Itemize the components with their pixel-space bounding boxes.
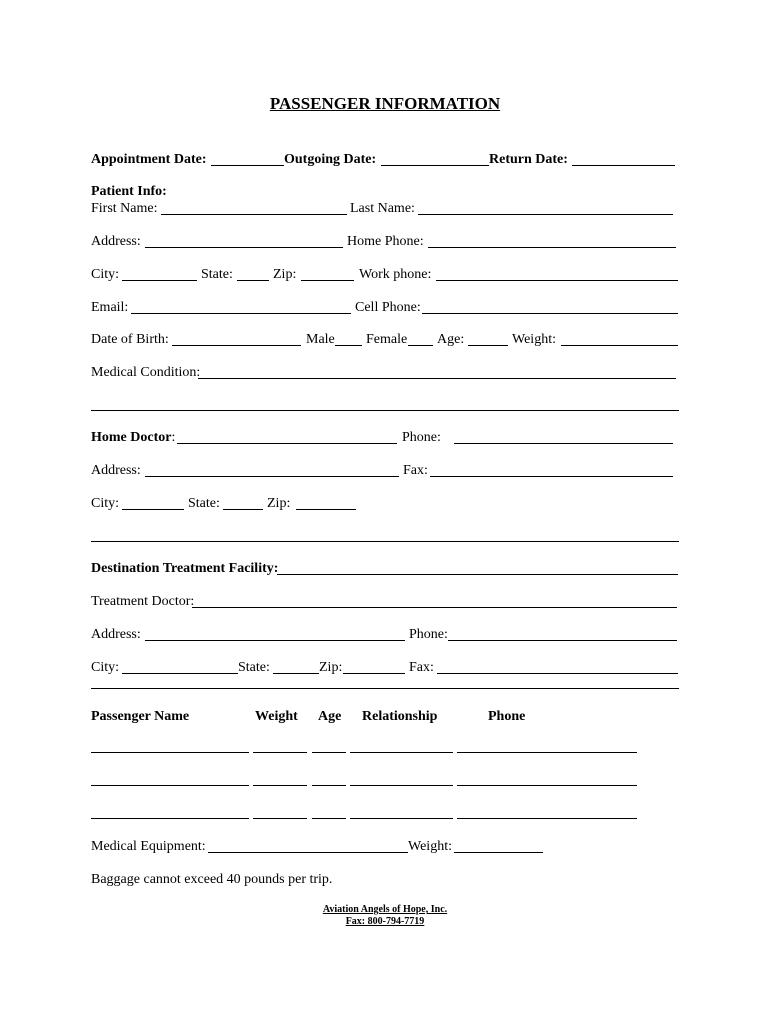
passenger-name-field[interactable]: [91, 738, 249, 753]
weight-label: Weight:: [512, 332, 556, 347]
destination-fax-field[interactable]: [437, 659, 678, 674]
male-label: Male: [306, 332, 335, 347]
destination-facility-field[interactable]: [277, 560, 678, 575]
home-doctor-zip-label: Zip:: [267, 496, 291, 511]
destination-facility-heading: Destination Treatment Facility:: [91, 561, 279, 576]
medical-condition-field[interactable]: [198, 364, 676, 379]
treatment-doctor-field[interactable]: [192, 593, 677, 608]
medical-condition-label: Medical Condition:: [91, 365, 201, 380]
home-doctor-phone-field[interactable]: [454, 429, 673, 444]
weight-field[interactable]: [561, 331, 678, 346]
section-divider-2: [91, 688, 679, 689]
home-doctor-fax-field[interactable]: [430, 462, 673, 477]
age-label: Age:: [437, 332, 465, 347]
equipment-weight-field[interactable]: [454, 838, 543, 853]
home-doctor-address-field[interactable]: [145, 462, 399, 477]
destination-zip-label: Zip:: [319, 660, 343, 675]
return-date-label: Return Date:: [489, 152, 568, 167]
passenger-phone-header: Phone: [488, 709, 526, 724]
treatment-doctor-label: Treatment Doctor:: [91, 594, 195, 609]
patient-zip-label: Zip:: [273, 267, 297, 282]
patient-info-heading: Patient Info:: [91, 184, 167, 199]
section-divider-1: [91, 541, 679, 542]
home-doctor-heading: Home Doctor:: [91, 430, 176, 445]
appointment-date-field[interactable]: [211, 151, 284, 166]
home-phone-field[interactable]: [428, 233, 676, 248]
passenger-age-field[interactable]: [312, 804, 346, 819]
destination-fax-label: Fax:: [409, 660, 434, 675]
first-name-field[interactable]: [161, 200, 347, 215]
destination-state-label: State:: [238, 660, 270, 675]
equipment-weight-label: Weight:: [408, 839, 452, 854]
passenger-relationship-field[interactable]: [350, 771, 453, 786]
home-doctor-city-field[interactable]: [122, 495, 184, 510]
passenger-name-field[interactable]: [91, 804, 249, 819]
destination-phone-label: Phone:: [409, 627, 448, 642]
outgoing-date-label: Outgoing Date:: [284, 152, 377, 167]
home-doctor-zip-field[interactable]: [296, 495, 356, 510]
destination-city-field[interactable]: [122, 659, 238, 674]
destination-address-label: Address:: [91, 627, 141, 642]
medical-equipment-label: Medical Equipment:: [91, 839, 206, 854]
patient-address-label: Address:: [91, 234, 141, 249]
first-name-label: First Name:: [91, 201, 158, 216]
passenger-name-field[interactable]: [91, 771, 249, 786]
home-phone-label: Home Phone:: [347, 234, 424, 249]
passenger-age-field[interactable]: [312, 738, 346, 753]
form-title: PASSENGER INFORMATION: [269, 94, 501, 113]
home-doctor-address-label: Address:: [91, 463, 141, 478]
email-label: Email:: [91, 300, 129, 315]
home-doctor-state-label: State:: [188, 496, 220, 511]
footer-fax: Fax: 800-794-7719: [345, 916, 425, 927]
age-field[interactable]: [468, 331, 508, 346]
female-field[interactable]: [408, 331, 433, 346]
home-doctor-field[interactable]: [177, 429, 397, 444]
last-name-label: Last Name:: [350, 201, 415, 216]
home-doctor-state-field[interactable]: [223, 495, 263, 510]
female-label: Female: [366, 332, 408, 347]
destination-address-field[interactable]: [145, 626, 405, 641]
passenger-relationship-field[interactable]: [350, 738, 453, 753]
passenger-age-field[interactable]: [312, 771, 346, 786]
patient-zip-field[interactable]: [301, 266, 354, 281]
passenger-age-header: Age: [318, 709, 342, 724]
passenger-weight-header: Weight: [255, 709, 298, 724]
passenger-phone-field[interactable]: [457, 738, 637, 753]
passenger-phone-field[interactable]: [457, 771, 637, 786]
patient-city-field[interactable]: [122, 266, 197, 281]
work-phone-label: Work phone:: [359, 267, 432, 282]
baggage-note: Baggage cannot exceed 40 pounds per trip.: [91, 872, 333, 887]
outgoing-date-field[interactable]: [381, 151, 489, 166]
cell-phone-field[interactable]: [422, 299, 678, 314]
appointment-date-label: Appointment Date:: [91, 152, 207, 167]
medical-condition-line-2[interactable]: [91, 410, 679, 411]
passenger-weight-field[interactable]: [253, 804, 307, 819]
home-doctor-city-label: City:: [91, 496, 120, 511]
medical-equipment-field[interactable]: [208, 838, 408, 853]
destination-zip-field[interactable]: [343, 659, 405, 674]
passenger-weight-field[interactable]: [253, 738, 307, 753]
patient-state-field[interactable]: [237, 266, 269, 281]
passenger-name-header: Passenger Name: [91, 709, 190, 724]
cell-phone-label: Cell Phone:: [355, 300, 421, 315]
passenger-relationship-header: Relationship: [362, 709, 438, 724]
passenger-relationship-field[interactable]: [350, 804, 453, 819]
return-date-field[interactable]: [572, 151, 675, 166]
destination-phone-field[interactable]: [448, 626, 677, 641]
male-field[interactable]: [335, 331, 362, 346]
work-phone-field[interactable]: [436, 266, 678, 281]
footer-org-name: Aviation Angels of Hope, Inc.: [322, 904, 448, 915]
dob-label: Date of Birth:: [91, 332, 169, 347]
passenger-phone-field[interactable]: [457, 804, 637, 819]
destination-city-label: City:: [91, 660, 120, 675]
passenger-weight-field[interactable]: [253, 771, 307, 786]
patient-address-field[interactable]: [145, 233, 343, 248]
home-doctor-fax-label: Fax:: [403, 463, 428, 478]
patient-city-label: City:: [91, 267, 120, 282]
home-doctor-phone-label: Phone:: [402, 430, 441, 445]
destination-state-field[interactable]: [273, 659, 319, 674]
last-name-field[interactable]: [418, 200, 673, 215]
email-field[interactable]: [131, 299, 351, 314]
dob-field[interactable]: [172, 331, 301, 346]
patient-state-label: State:: [201, 267, 233, 282]
